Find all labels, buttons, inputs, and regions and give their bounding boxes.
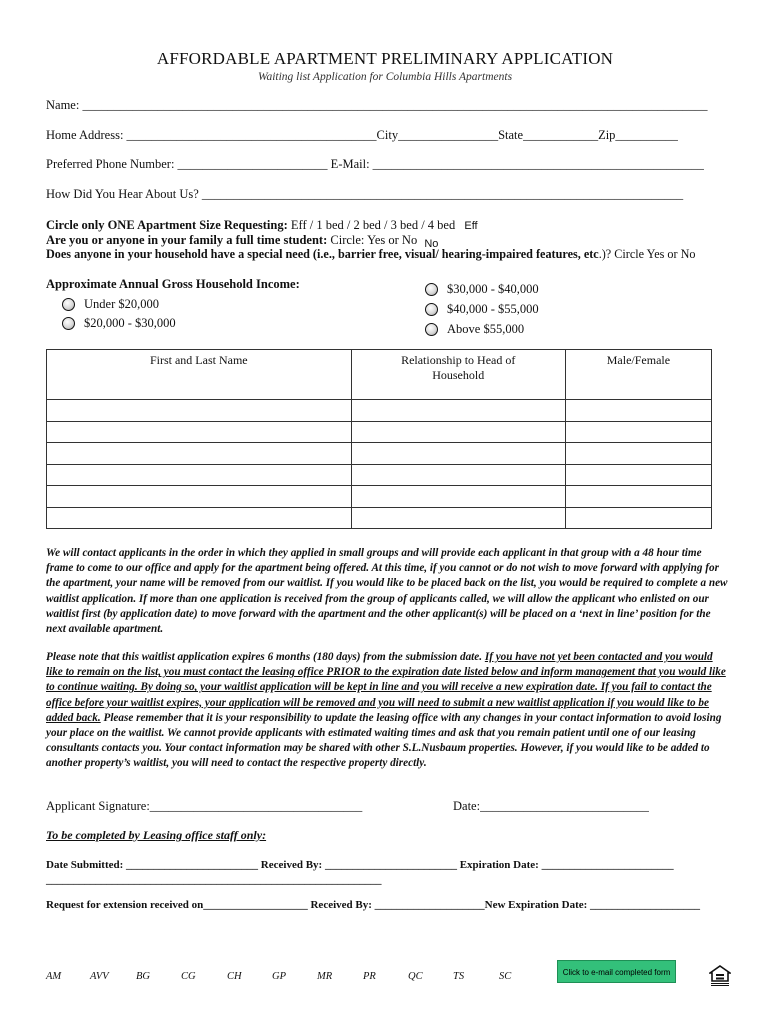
column-header-sex: Male/Female	[565, 350, 711, 400]
income-option-30000-40000[interactable]: $30,000 - $40,000	[425, 282, 539, 297]
equal-housing-opportunity-icon	[709, 965, 731, 987]
relationship-cell[interactable]	[351, 421, 565, 443]
name-cell[interactable]	[47, 507, 352, 529]
student-question	[46, 233, 438, 248]
form-title: AFFORDABLE APARTMENT PRELIMINARY APPLICATION	[156, 49, 614, 68]
relationship-cell[interactable]	[351, 400, 565, 422]
signature-date-field[interactable]: Date:___________________________	[453, 799, 649, 813]
student-answer[interactable]: No	[424, 238, 439, 250]
column-header-name: First and Last Name	[47, 350, 352, 400]
radio-icon[interactable]	[425, 283, 438, 296]
applicant-signature-field[interactable]: Applicant Signature:__________________________________	[46, 799, 363, 813]
table-row	[47, 507, 712, 529]
radio-icon[interactable]	[425, 303, 438, 316]
property-code: CH	[227, 971, 242, 982]
email-form-button[interactable]: Click to e-mail completed form	[557, 960, 676, 983]
household-members-table	[46, 349, 712, 529]
form-subtitle: Waiting list Application for Columbia Hills Apartments	[257, 71, 513, 83]
sex-cell[interactable]	[565, 464, 711, 486]
sex-cell[interactable]	[565, 443, 711, 465]
expiration-policy-emphasis: If you have not yet been contacted and you would like to remain on the list, you must contact the leasing office PRIOR to the expiration date listed below and inform management that you would like to continue waiting. By doing so, your waitlist application will be kept in line and you will receive a new expiration date. If you fail to contact the office before your waitlist expires, your application will be removed and you will need to submit a new waitlist application if you would like to be added back.	[46, 651, 726, 724]
property-code: BG	[136, 971, 150, 982]
name-cell[interactable]	[47, 400, 352, 422]
table-header-row	[47, 350, 712, 400]
special-need-options: .)? Circle Yes or No	[598, 247, 696, 261]
property-code: SC	[499, 971, 512, 982]
apartment-size-answer[interactable]: Eff	[464, 220, 478, 232]
apartment-size-label: Circle only ONE Apartment Size Requesting:	[46, 218, 288, 232]
relationship-cell[interactable]	[351, 486, 565, 508]
table-row	[47, 421, 712, 443]
sex-cell[interactable]	[565, 507, 711, 529]
radio-icon[interactable]	[62, 298, 75, 311]
office-row-date-submitted[interactable]: Date Submitted: ________________________ Received By: ________________________ Expiration Date: ________________________	[46, 859, 674, 871]
radio-icon[interactable]	[425, 323, 438, 336]
office-row-blank-line[interactable]: _____________________________________________________________	[46, 874, 382, 886]
table-row	[47, 464, 712, 486]
name-cell[interactable]	[47, 443, 352, 465]
special-need-label: Does anyone in your household have a special need (i.e., barrier free, visual/ hearing-impaired features, etc	[46, 247, 599, 261]
relationship-cell[interactable]	[351, 464, 565, 486]
relationship-cell[interactable]	[351, 507, 565, 529]
property-code: MR	[317, 971, 333, 982]
referral-field[interactable]: How Did You Hear About Us? _____________________________________________________________________________	[46, 187, 684, 201]
radio-icon[interactable]	[62, 317, 75, 330]
relationship-cell[interactable]	[351, 443, 565, 465]
special-need-question	[46, 247, 696, 262]
name-cell[interactable]	[47, 421, 352, 443]
income-option-under-20000[interactable]: Under $20,000	[62, 297, 159, 312]
office-row-extension[interactable]: Request for extension received on___________________ Received By: ____________________New Expiration Date: ____________________	[46, 899, 701, 911]
sex-cell[interactable]	[565, 400, 711, 422]
name-cell[interactable]	[47, 486, 352, 508]
expiration-policy-paragraph: Please note that this waitlist application expires 6 months (180 days) from the submission date. If you have not yet been contacted and you would like to remain on the list, you must contact the leasing office PRIOR to the expiration date listed below and inform management that you would like to continue waiting. By doing so, your waitlist application will be kept in line and you will receive a new expiration date. If you fail to contact the office before your waitlist expires, your application will be removed and you will need to submit a new waitlist application if you would like to be added back. Please remember that it is your responsibility to update the leasing office with any changes in your contact information to avoid losing your place on the waitlist. We cannot provide applicants with estimated waiting times and ask that you remain patient until one of our leasing consultants contacts you. Your contact information may be shared with other S.L.Nusbaum properties. However, if you would like to be added to another property’s waitlist, you will need to contact the respective property directly.	[46, 651, 726, 770]
student-label: Are you or anyone in your family a full time student:	[46, 233, 328, 247]
property-code: PR	[363, 971, 376, 982]
student-options: Circle: Yes or No	[330, 233, 418, 247]
name-cell[interactable]	[47, 464, 352, 486]
name-field[interactable]: Name: ____________________________________________________________________________________________________	[46, 98, 708, 112]
table-row	[47, 486, 712, 508]
office-use-heading: To be completed by Leasing office staff only:	[46, 828, 267, 842]
apartment-size-question	[46, 218, 478, 233]
property-code: TS	[453, 971, 465, 982]
column-header-relationship: Relationship to Head of Household	[351, 350, 565, 400]
property-code: GP	[272, 971, 286, 982]
property-code: CG	[181, 971, 196, 982]
income-option-40000-55000[interactable]: $40,000 - $55,000	[425, 302, 539, 317]
contact-policy-paragraph: We will contact applicants in the order in which they applied in small groups and will provide each applicant in that group with a 48 hour time frame to come to our office and apply for the apartment being offered. At this time, if you cannot or do not wish to move forward with applying for the apartment, your name will be removed from our waitlist. If you would like to be placed back on the list, you would be required to complete a new waitlist application. If more than one application is received from the group of applicants called, we will allow the applicant who enlisted on our waitlist first (by application date) to move forward with the apartment and the other applicant(s) will be placed on a ‘next in line’ position for the next available apartment.	[46, 547, 728, 636]
address-field[interactable]: Home Address: ________________________________________City________________State____________Zip__________	[46, 128, 678, 142]
sex-cell[interactable]	[565, 486, 711, 508]
apartment-size-options: Eff / 1 bed / 2 bed / 3 bed / 4 bed	[290, 218, 456, 232]
table-row	[47, 400, 712, 422]
income-label: Approximate Annual Gross Household Income:	[46, 277, 300, 291]
table-row	[47, 443, 712, 465]
property-code: QC	[408, 971, 423, 982]
income-option-above-55000[interactable]: Above $55,000	[425, 322, 524, 337]
income-option-20000-30000[interactable]: $20,000 - $30,000	[62, 316, 176, 331]
phone-email-field[interactable]: Preferred Phone Number: ________________________ E-Mail: _____________________________________________________	[46, 157, 704, 171]
property-code: AM	[46, 971, 62, 982]
sex-cell[interactable]	[565, 421, 711, 443]
property-code: AVV	[90, 971, 109, 982]
